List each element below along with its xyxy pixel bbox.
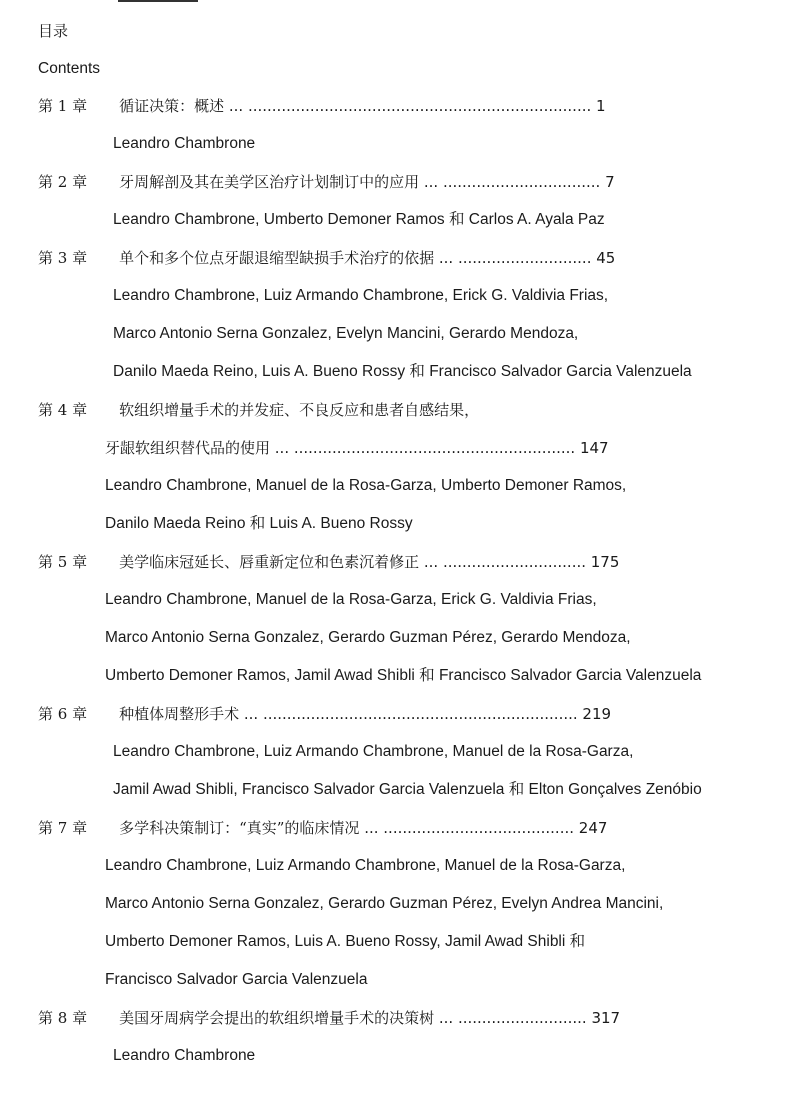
page-number: 45 [591,249,616,267]
chapter-authors: Leandro Chambrone [113,135,256,152]
dot-leader: ... ........................................................... [270,439,576,457]
chapter-label: 第 6 章 [38,705,88,723]
chapter-label: 第 3 章 [38,249,88,267]
toc-entry[interactable] [38,400,479,420]
page-number: 247 [574,819,608,837]
chapter-title: 单个和多个位点牙龈退缩型缺损手术治疗的依据 [119,249,435,267]
toc-entry[interactable] [38,1008,620,1028]
dot-leader: ... ............................ [434,249,592,267]
chapter-authors: Leandro Chambrone, Manuel de la Rosa-Garza, Erick G. Valdivia Frias, [105,591,597,608]
page-number: 1 [591,97,606,115]
chapter-label: 第 8 章 [38,1009,88,1027]
page-number: 219 [577,705,612,723]
chapter-authors: Leandro Chambrone, Luiz Armando Chambrone, Manuel de la Rosa-Garza, [105,857,626,874]
chapter-authors: Leandro Chambrone, Umberto Demoner Ramos 和 Carlos A. Ayala Paz [113,211,605,228]
dot-leader: ... .............................. [419,553,586,571]
chapter-authors: Marco Antonio Serna Gonzalez, Gerardo Guzman Pérez, Gerardo Mendoza, [105,629,631,646]
chapter-authors: Leandro Chambrone [113,1047,256,1064]
toc-entry[interactable] [38,96,606,116]
chapter-title: 牙周解剖及其在美学区治疗计划制订中的应用 [119,173,420,191]
chapter-label: 第 7 章 [38,819,88,837]
toc-entry[interactable] [38,818,607,838]
toc-entry[interactable] [38,552,619,572]
toc-title-en: Contents [38,60,101,77]
chapter-title: 种植体周整形手术 [119,705,240,723]
chapter-title: 软组织增量手术的并发症、不良反应和患者自感结果， [119,401,480,419]
chapter-title: 美学临床冠延长、唇重新定位和色素沉着修正 [119,553,420,571]
chapter-authors: Marco Antonio Serna Gonzalez, Gerardo Guzman Pérez, Evelyn Andrea Mancini, [105,895,664,912]
chapter-authors: Danilo Maeda Reino, Luis A. Bueno Rossy 和 Francisco Salvador Garcia Valenzuela [113,363,692,380]
toc-entry-continued[interactable] [105,438,609,458]
chapter-authors: Leandro Chambrone, Manuel de la Rosa-Garza, Umberto Demoner Ramos, [105,477,627,494]
chapter-label: 第 1 章 [38,97,88,115]
chapter-authors: Umberto Demoner Ramos, Jamil Awad Shibli 和 Francisco Salvador Garcia Valenzuela [105,667,702,684]
chapter-authors: Francisco Salvador Garcia Valenzuela [105,971,368,988]
toc-entry[interactable] [38,172,615,192]
dot-leader: ... ................................. [419,173,601,191]
chapter-title-continued: 牙龈软组织替代品的使用 [105,439,271,457]
page-number: 317 [586,1009,621,1027]
dot-leader: ... .................................................................. [239,705,578,723]
chapter-label: 第 5 章 [38,553,88,571]
cropped-header-text [118,0,198,2]
toc-entry[interactable] [38,704,611,724]
chapter-authors: Jamil Awad Shibli, Francisco Salvador Garcia Valenzuela 和 Elton Gonçalves Zenóbio [113,781,702,798]
page-number: 7 [600,173,615,191]
chapter-authors: Marco Antonio Serna Gonzalez, Evelyn Mancini, Gerardo Mendoza, [113,325,579,342]
toc-title-cn: 目录 [38,22,69,40]
chapter-label: 第 4 章 [38,401,88,419]
toc-entry[interactable] [38,248,615,268]
page-number: 175 [586,553,620,571]
chapter-title: 多学科决策制订：“真实”的临床情况 [119,819,360,837]
chapter-authors: Danilo Maeda Reino 和 Luis A. Bueno Rossy [105,515,413,532]
chapter-title: 美国牙周病学会提出的软组织增量手术的决策树 [119,1009,435,1027]
dot-leader: ... ........................................................................ [224,97,592,115]
dot-leader: ... ........................... [434,1009,587,1027]
chapter-authors: Umberto Demoner Ramos, Luis A. Bueno Rossy, Jamil Awad Shibli 和 [105,933,586,950]
chapter-authors: Leandro Chambrone, Luiz Armando Chambrone, Erick G. Valdivia Frias, [113,287,609,304]
chapter-authors: Leandro Chambrone, Luiz Armando Chambrone, Manuel de la Rosa-Garza, [113,743,634,760]
chapter-title: 循证决策：概述 [119,97,225,115]
dot-leader: ... ........................................ [359,819,575,837]
chapter-label: 第 2 章 [38,173,88,191]
page-number: 147 [575,439,609,457]
